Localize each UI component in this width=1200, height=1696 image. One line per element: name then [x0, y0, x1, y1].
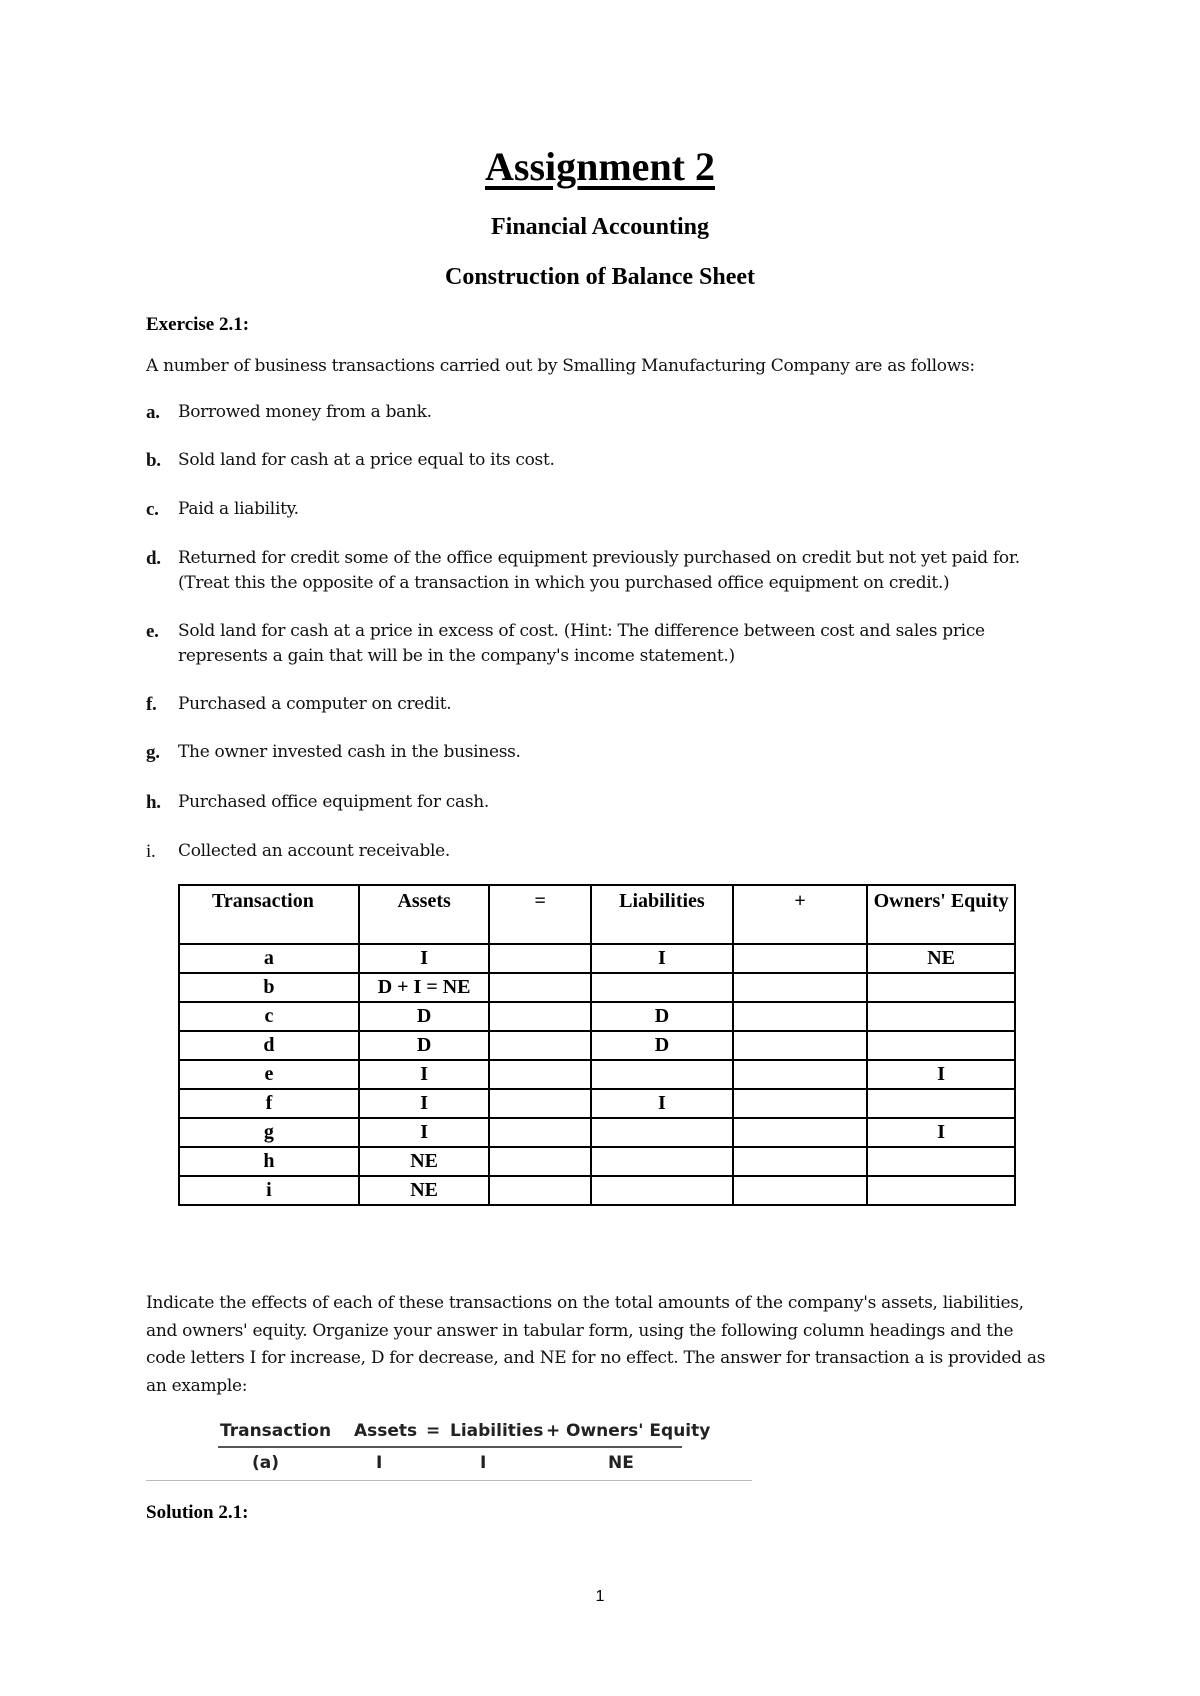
table-cell: I — [591, 944, 733, 973]
table-cell: D — [591, 1031, 733, 1060]
table-cell: b — [179, 973, 359, 1002]
list-item — [146, 497, 1046, 522]
list-item — [146, 839, 1046, 864]
table-cell — [733, 944, 867, 973]
example-header: Owners' Equity — [566, 1421, 711, 1441]
example-header: Assets — [354, 1421, 418, 1441]
table-cell — [489, 1060, 591, 1089]
item-letter: c. — [146, 499, 159, 520]
table-cell — [591, 1147, 733, 1176]
table-row — [179, 1176, 1015, 1205]
table-cell — [733, 1031, 867, 1060]
item-letter: a. — [146, 402, 160, 423]
table-cell: f — [179, 1089, 359, 1118]
list-item — [146, 740, 1046, 765]
table-cell: I — [359, 944, 490, 973]
list-item — [146, 448, 1046, 473]
table-header-row — [179, 885, 1015, 944]
effects-table — [178, 884, 1016, 1206]
table-cell: I — [867, 1118, 1015, 1147]
table-row — [179, 1031, 1015, 1060]
column-header: Transaction — [179, 885, 359, 944]
table-cell: D — [359, 1002, 490, 1031]
table-cell — [591, 1118, 733, 1147]
item-letter: f. — [146, 694, 157, 715]
table-cell: e — [179, 1060, 359, 1089]
table-row — [179, 1089, 1015, 1118]
table-cell — [489, 1118, 591, 1147]
column-header: = — [489, 885, 591, 944]
item-text: Sold land for cash at a price equal to its cost. — [178, 450, 555, 470]
table-cell: D — [591, 1002, 733, 1031]
list-item — [146, 692, 1046, 717]
item-text: Collected an account receivable. — [178, 841, 451, 861]
table-cell — [489, 973, 591, 1002]
table-cell: I — [359, 1060, 490, 1089]
column-header: + — [733, 885, 867, 944]
example-cell: I — [480, 1453, 487, 1473]
table-cell — [489, 1176, 591, 1205]
table-row — [179, 1147, 1015, 1176]
item-letter: e. — [146, 621, 159, 642]
table-cell — [591, 1060, 733, 1089]
item-text: Paid a liability. — [178, 499, 299, 519]
list-item — [146, 400, 1046, 425]
item-text: The owner invested cash in the business. — [178, 742, 521, 762]
item-letter: h. — [146, 792, 161, 813]
table-cell: c — [179, 1002, 359, 1031]
item-letter: g. — [146, 742, 160, 763]
column-header: Assets — [359, 885, 490, 944]
item-letter: d. — [146, 548, 161, 569]
table-cell — [489, 944, 591, 973]
example-table — [218, 1416, 711, 1480]
table-cell — [591, 973, 733, 1002]
example-header-row — [218, 1416, 711, 1448]
table-cell: a — [179, 944, 359, 973]
table-cell — [867, 1176, 1015, 1205]
list-item — [146, 790, 1046, 815]
table-cell — [733, 1147, 867, 1176]
item-text: Returned for credit some of the office equipment previously purchased on credit but not yet paid for. (Treat this the opposite of a transaction in which you purchased office equipment on credit.) — [178, 548, 1020, 593]
table-cell: I — [591, 1089, 733, 1118]
table-cell: I — [359, 1118, 490, 1147]
exercise-label: Exercise 2.1: — [146, 314, 250, 335]
example-header: Liabilities — [450, 1421, 544, 1441]
example-header: + — [546, 1421, 561, 1441]
table-cell — [489, 1002, 591, 1031]
table-cell — [867, 1002, 1015, 1031]
list-item — [146, 546, 1046, 596]
item-text: Purchased office equipment for cash. — [178, 792, 489, 812]
page-number: 1 — [595, 1588, 605, 1605]
list-item — [146, 619, 1046, 669]
table-cell — [733, 1060, 867, 1089]
table-row — [179, 1060, 1015, 1089]
item-text: Sold land for cash at a price in excess of cost. (Hint: The difference between cost and sales price represents a gain that will be in the company's income statement.) — [178, 621, 985, 666]
table-cell — [733, 1176, 867, 1205]
table-cell: I — [359, 1089, 490, 1118]
table-cell: D + I = NE — [359, 973, 490, 1002]
table-cell: i — [179, 1176, 359, 1205]
table-cell — [591, 1176, 733, 1205]
example-cell: (a) — [252, 1453, 280, 1473]
divider — [146, 1480, 752, 1481]
section-title: Construction of Balance Sheet — [445, 264, 755, 290]
table-row — [179, 1118, 1015, 1147]
table-row — [179, 1002, 1015, 1031]
table-cell: D — [359, 1031, 490, 1060]
table-cell: NE — [359, 1176, 490, 1205]
effects-table-body — [179, 944, 1015, 1205]
table-row — [179, 973, 1015, 1002]
table-cell — [489, 1031, 591, 1060]
table-cell: NE — [867, 944, 1015, 973]
table-cell — [733, 1089, 867, 1118]
table-cell — [867, 1089, 1015, 1118]
page-subtitle: Financial Accounting — [490, 214, 710, 240]
page-title: Assignment 2 — [484, 144, 716, 189]
example-cell: I — [376, 1453, 383, 1473]
table-cell — [489, 1147, 591, 1176]
item-letter: b. — [146, 450, 161, 471]
table-cell — [867, 1031, 1015, 1060]
item-text: Purchased a computer on credit. — [178, 694, 452, 714]
table-cell — [867, 973, 1015, 1002]
item-text: Borrowed money from a bank. — [178, 402, 432, 422]
table-cell: d — [179, 1031, 359, 1060]
table-cell — [733, 1002, 867, 1031]
example-header: = — [426, 1421, 441, 1441]
table-cell — [489, 1089, 591, 1118]
example-header: Transaction — [220, 1421, 332, 1441]
table-cell: g — [179, 1118, 359, 1147]
column-header: Owners' Equity — [867, 885, 1015, 944]
table-cell: I — [867, 1060, 1015, 1089]
table-row — [179, 944, 1015, 973]
item-letter: i. — [146, 841, 156, 862]
table-cell — [733, 973, 867, 1002]
example-cell: NE — [608, 1453, 634, 1473]
table-cell: h — [179, 1147, 359, 1176]
table-cell — [867, 1147, 1015, 1176]
solution-label: Solution 2.1: — [146, 1502, 249, 1523]
table-cell — [733, 1118, 867, 1147]
instructions-paragraph: Indicate the effects of each of these transactions on the total amounts of the company's assets, liabilities, and owners' equity. Organize your answer in tabular form, using the following column headings and the code letters I for increase, D for decrease, and NE for no effect. The answer for transaction a is provided as an example: — [146, 1293, 1046, 1396]
example-row — [218, 1448, 682, 1480]
table-cell: NE — [359, 1147, 490, 1176]
exercise-intro: A number of business transactions carried out by Smalling Manufacturing Company are as follows: — [146, 356, 975, 376]
column-header: Liabilities — [591, 885, 733, 944]
